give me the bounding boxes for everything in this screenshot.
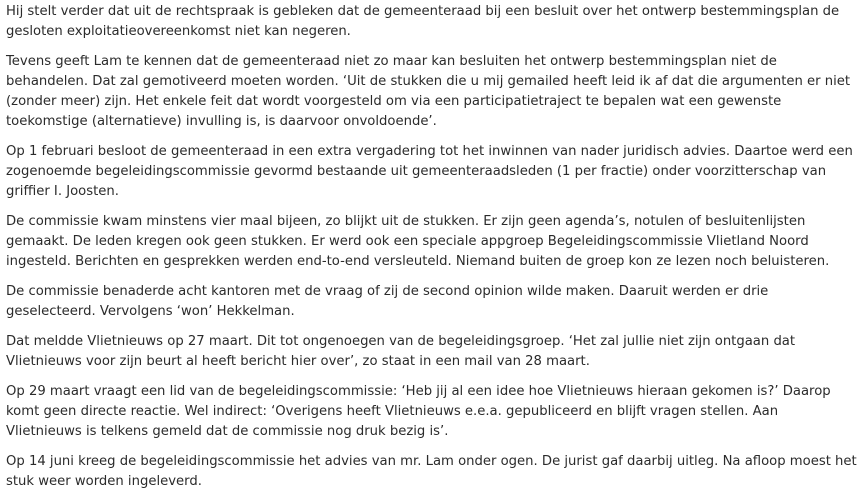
- paragraph-7: Op 29 maart vraagt een lid van de begeleidingscommissie: ‘Heb jij al een idee hoe Vlietnieuws hieraan gekomen is?’ Daarop komt geen directe reactie. Wel indirect: ‘Overigens heeft Vlietnieuws e.e.a. gepubliceerd en blijft vragen stellen. Aan Vlietnieuws is telkens gemeld dat de commissie nog druk bezig is’.: [6, 384, 831, 439]
- paragraph-2: Tevens geeft Lam te kennen dat de gemeenteraad niet zo maar kan besluiten het ontwerp bestemmingsplan niet de behandelen. Dat zal gemotiveerd moeten worden. ‘Uit de stukken die u mij gemailed heeft leid ik af dat die argumenten er niet (zonder meer) zijn. Het enkele feit dat wordt voorgesteld om via een participatietraject te bepalen wat een gewenste toekomstige (alternatieve) invulling is, is daarvoor onvoldoende’.: [6, 54, 851, 129]
- paragraph-5: De commissie benaderde acht kantoren met de vraag of zij de second opinion wilde maken. Daaruit werden er drie geselecteerd. Vervolgens ‘won’ Hekkelman.: [6, 284, 769, 319]
- paragraph-3: Op 1 februari besloot de gemeenteraad in een extra vergadering tot het inwinnen van nader juridisch advies. Daartoe werd een zogenoemde begeleidingscommissie gevormd bestaande uit gemeenteraadsleden (1 per fractie) onder voorzitterschap van griffier I. Joosten.: [6, 144, 853, 199]
- paragraph-1: Hij stelt verder dat uit de rechtspraak is gebleken dat de gemeenteraad bij een besluit over het ontwerp bestemmingsplan de gesloten exploitatieovereenkomst niet kan negeren.: [6, 4, 840, 39]
- paragraph-6: Dat meldde Vlietnieuws op 27 maart. Dit tot ongenoegen van de begeleidingsgroep. ‘Het zal jullie niet zijn ontgaan dat Vlietnieuws voor zijn beurt al heeft bericht hier over’, zo staat in een mail van 28 maart.: [6, 334, 796, 369]
- paragraph-4: De commissie kwam minstens vier maal bijeen, zo blijkt uit de stukken. Er zijn geen agenda’s, notulen of besluitenlijsten gemaakt. De leden kregen ook geen stukken. Er werd ook een speciale appgroep Begeleidingscommissie Vlietland Noord ingesteld. Berichten en gesprekken werden end-to-end versleuteld. Niemand buiten de groep kon ze lezen noch beluisteren.: [6, 214, 830, 269]
- paragraph-8: Op 14 juni kreeg de begeleidingscommissie het advies van mr. Lam onder ogen. De jurist gaf daarbij uitleg. Na afloop moest het stuk weer worden ingeleverd.: [6, 454, 857, 489]
- article-body: [0, 2, 868, 492]
